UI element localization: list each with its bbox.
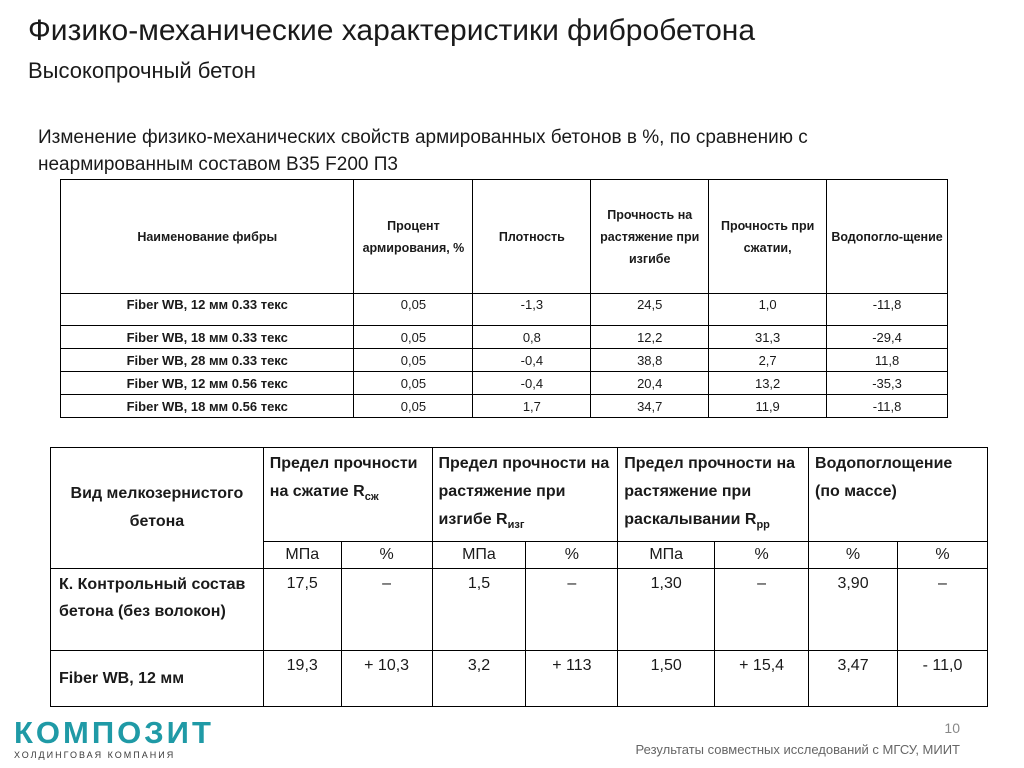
table-cell: -0,4 [473,349,591,372]
header-text: Предел прочности на растяжение при изгибе R [438,455,610,528]
unit-cell: МПа [263,542,341,569]
table-cell: 34,7 [591,395,709,418]
header-text: Предел прочности на растяжение при раскалывании R [624,455,796,528]
fiber-properties-table [60,179,948,418]
unit-cell: % [526,542,618,569]
table-cell: + 15,4 [715,651,809,707]
table-cell: -0,4 [473,372,591,395]
table-cell: 2,7 [709,349,827,372]
table-cell: 3,2 [432,651,526,707]
table-cell: 1,5 [432,569,526,651]
table-cell: – [898,569,988,651]
table-row [61,326,948,349]
table-cell: 0,05 [354,395,473,418]
table-cell: 1,7 [473,395,591,418]
table-cell: 20,4 [591,372,709,395]
column-header-compression [263,448,432,542]
table-cell: + 113 [526,651,618,707]
column-header: Прочность при сжатии, [709,180,827,294]
table-cell: 13,2 [709,372,827,395]
header-text: Предел прочности на сжатие R [269,455,418,500]
table-description: Изменение физико-механических свойств армированных бетонов в %, по сравнению с неармированным составом В35 F200 П3 [38,127,808,175]
table-header-row [51,448,988,542]
header-subscript: рр [756,519,770,532]
table-row [61,294,948,326]
table-cell: -11,8 [827,294,948,326]
table-cell: 11,8 [827,349,948,372]
table-row [61,395,948,418]
unit-cell: МПа [432,542,526,569]
table-cell: 0,05 [354,326,473,349]
company-logo [14,715,214,760]
table-cell: 3,90 [809,569,898,651]
table-cell: 12,2 [591,326,709,349]
unit-cell: % [898,542,988,569]
table-cell: 38,8 [591,349,709,372]
slide-title: Физико-механические характеристики фибробетона [28,14,756,47]
footer-note: Результаты совместных исследований с МГСУ, МИИТ [635,742,960,757]
fiber-name: Fiber WB, 12 мм 0.56 текс [61,372,354,395]
table-cell: – [341,569,432,651]
table-cell: 0,05 [354,372,473,395]
table-cell: -29,4 [827,326,948,349]
logo-wordmark: КОМПОЗИТ [14,715,214,750]
table-cell: - 11,0 [898,651,988,707]
table-header-row [61,180,948,294]
fiber-name: Fiber WB, 28 мм 0.33 текс [61,349,354,372]
column-header: Плотность [473,180,591,294]
table-cell: 1,30 [618,569,715,651]
table-row [51,569,988,651]
header-text: Водопоглощение (по массе) [815,455,953,500]
table-cell: -35,3 [827,372,948,395]
column-header: Вид мелкозернистого бетона [51,448,264,569]
header-subscript: сж [364,491,379,504]
column-header-splitting [618,448,809,542]
table-cell: 19,3 [263,651,341,707]
table-cell: 1,0 [709,294,827,326]
table-cell: 11,9 [709,395,827,418]
column-header-bending [432,448,618,542]
table-cell: 1,50 [618,651,715,707]
column-header-absorption [809,448,988,542]
fiber-name: Fiber WB, 12 мм 0.33 текс [61,294,354,326]
table-cell: – [715,569,809,651]
concrete-type: К. Контрольный состав бетона (без волокон) [51,569,264,651]
table-cell: -1,3 [473,294,591,326]
fiber-name: Fiber WB, 18 мм 0.33 текс [61,326,354,349]
table-cell: 3,47 [809,651,898,707]
column-header: Водопогло-щение [827,180,948,294]
column-header: Прочность на растяжение при изгибе [591,180,709,294]
concrete-type: Fiber WB, 12 мм [51,651,264,707]
unit-cell: МПа [618,542,715,569]
logo-tagline: ХОЛДИНГОВАЯ КОМПАНИЯ [14,750,176,760]
table-cell: 0,8 [473,326,591,349]
table-cell: 24,5 [591,294,709,326]
page-number: 10 [944,720,960,736]
table-cell: – [526,569,618,651]
column-header: Процент армирования, % [354,180,473,294]
unit-cell: % [341,542,432,569]
table-cell: + 10,3 [341,651,432,707]
table-cell: 17,5 [263,569,341,651]
fiber-name: Fiber WB, 18 мм 0.56 текс [61,395,354,418]
unit-cell: % [715,542,809,569]
table-row [51,651,988,707]
header-subscript: изг [507,519,525,532]
unit-cell: % [809,542,898,569]
table-row [61,372,948,395]
slide-subtitle: Высокопрочный бетон [28,58,256,83]
table-cell: -11,8 [827,395,948,418]
table-row [61,349,948,372]
concrete-strength-table [50,447,988,707]
table-cell: 0,05 [354,294,473,326]
column-header: Наименование фибры [61,180,354,294]
table-cell: 31,3 [709,326,827,349]
table-cell: 0,05 [354,349,473,372]
